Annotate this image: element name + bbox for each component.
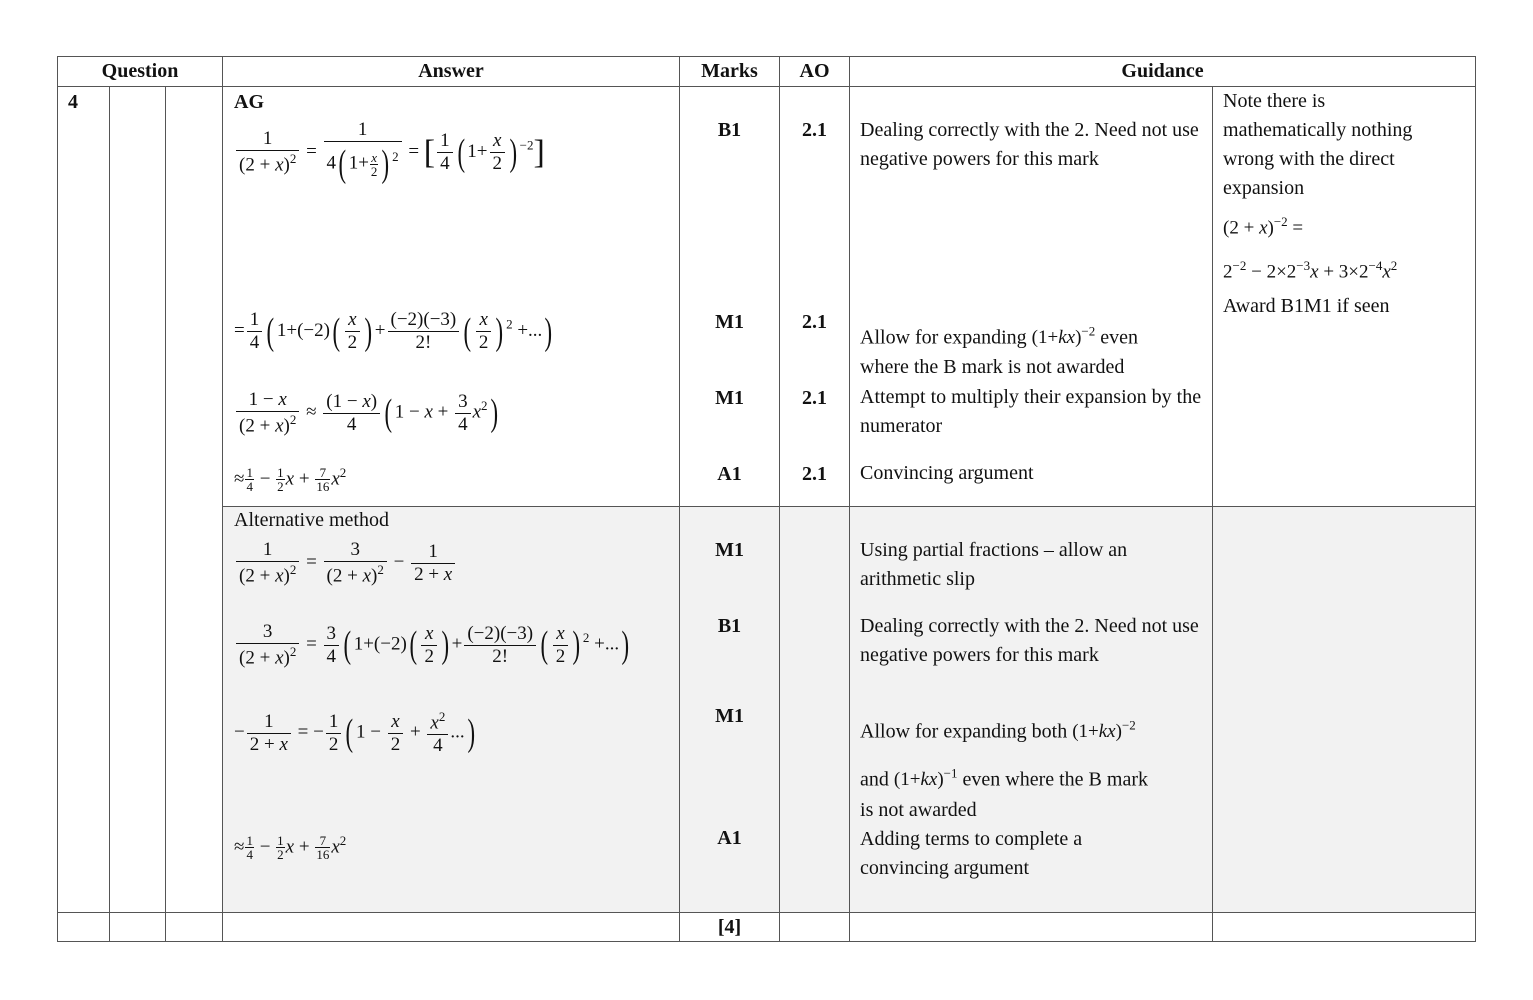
answer-alt [223,507,680,913]
ao-main: 2.1 2.1 2.1 2.1 [780,87,850,507]
alt-step-3: − $\frac{1}{2 + x}$ = − $\frac{1}{2}$ ( 1 − $\frac{x}{2}$ + $\frac{x^2}{4}$ ...) [234,709,475,757]
question-number: 4 [58,87,110,913]
guidance-alt: Using partial fractions – allow an arithmetic slip Dealing correctly with the 2. Need not use negative powers for this mark Allow for expanding both $(1+kx)^{-2}$ and $(1+kx)^{-1}$ even where the B mark is not awarded Adding terms to complete a convincing argument [850,507,1213,913]
mark-b1: B1 [717,119,742,141]
mark-m1: M1 [715,311,744,333]
step-1: $\frac{1}{(2 + x)^2}$ = 1 4( 1+ $\frac{x}{2}$ ) $^2$ = [ $\frac{1}{4}$ ( 1+ $\frac{x}{2}$ ) $^{-2}$] [234,119,679,186]
marks-alt: M1 B1 M1 A1 [680,507,780,913]
header-ao: AO [780,57,850,87]
total-row [58,913,1476,942]
alt-label: Alternative method [234,509,389,531]
alternative-method-row [58,507,1476,913]
total-marks: [4] [680,913,780,942]
marks-main [680,87,780,507]
header-marks: Marks [680,57,780,87]
main-method-row [58,87,1476,507]
guidance-main: Dealing correctly with the 2. Need not use negative powers for this mark Allow for expanding $(1+kx)^{-2}$ even where the B mark is not awarded Attempt to multiply their expansion by the numerator Convincing argument [850,87,1213,507]
header-row [58,57,1476,87]
alt-step-4: ≈ $\frac{1}{4}$ − $\frac{1}{2}$ x + $\frac{7}{16}$ $x^2$ [234,833,347,863]
answer-main [223,87,680,507]
step-2: = $\frac{1}{4}$ ( 1+(−2)( $\frac{x}{2}$ ) + $\frac{(-2)(-3)}{2!}$ ( $\frac{x}{2}$ ) $^2$ +...) [234,309,553,353]
alt-step-2: $\frac{3}{(2 + x)^2}$ = $\frac{3}{4}$ ( 1+(−2)( $\frac{x}{2}$ ) + $\frac{(-2)(-3)}{2!}$ ( $\frac{x}{2}$ ) $^2$ +...) [234,621,679,669]
mark-a1: A1 [717,463,742,485]
mark-scheme-table [57,56,1476,942]
mark-m1-2: M1 [715,387,744,409]
header-answer: Answer [223,57,680,87]
note-award: Award B1M1 if seen [1223,294,1390,317]
header-question: Question [58,57,223,87]
header-guidance: Guidance [850,57,1476,87]
step-4: ≈ $\frac{1}{4}$ − $\frac{1}{2}$ x + $\frac{7}{16}$ $x^2$ [234,465,347,495]
step-3: $\frac{1 - x}{(2 + x)^2}$ ≈ $\frac{(1 - x)}{4}$ ( 1 − x + $\frac{3}{4}$ $x^2$) [234,389,679,437]
ag-label: AG [234,91,265,113]
note-cell: Note there is mathematically nothing wrong with the direct expansion $(2 + x)^{-2}$ = $2^{-2} - 2\times 2^{-3}x + 3\times 2^{-4}x^2$ Award B1M1 if seen [1213,87,1476,507]
alt-step-1: $\frac{1}{(2 + x)^2}$ = $\frac{3}{(2 + x)^2}$ − $\frac{1}{2 + x}$ [234,539,679,587]
